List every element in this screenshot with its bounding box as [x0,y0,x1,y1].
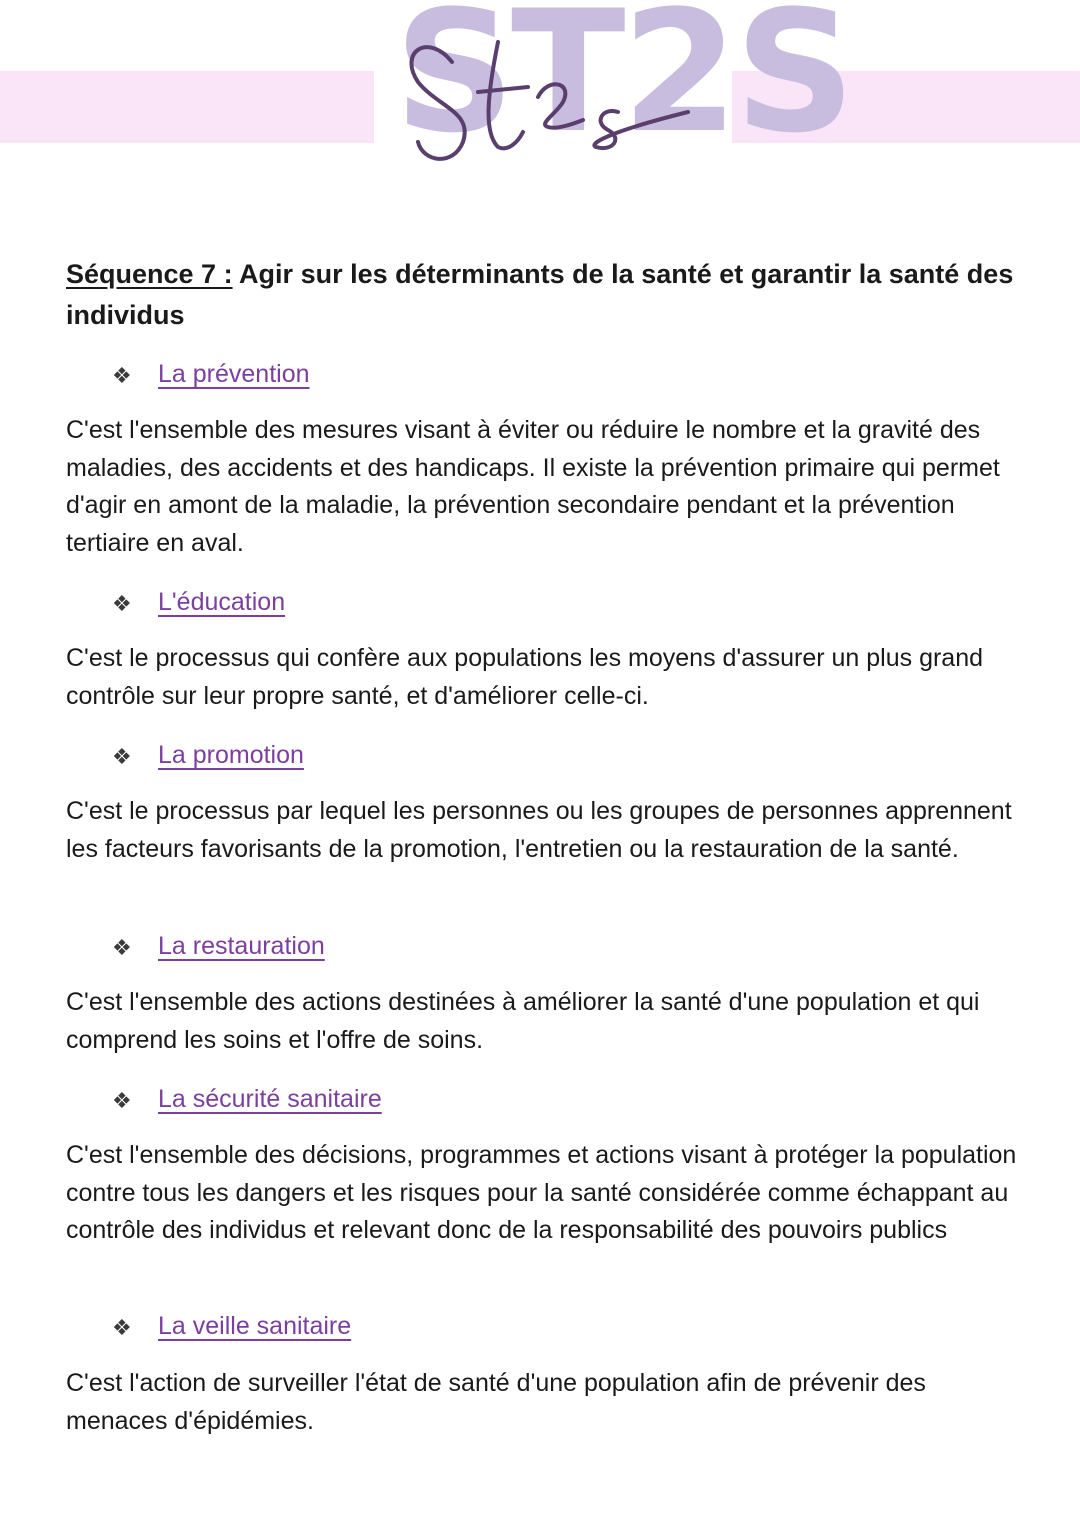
logo [388,0,852,178]
section-body: C'est l'ensemble des mesures visant à éviter ou réduire le nombre et la gravité des maladies, des accidents et des handicaps. Il existe la prévention primaire qui permet d'agir en amont de la maladie, la prévention secondaire pendant et la prévention tertiaire en aval. [66,416,1000,557]
page-title [66,254,1026,336]
logo-text: ST2S [394,0,852,170]
section-heading: ❖ L'éducation [112,588,286,616]
section-heading: ❖ La restauration [112,932,325,960]
diamond-bullet-icon: ❖ [112,1088,132,1113]
diamond-bullet-icon: ❖ [112,1315,132,1340]
section-body: C'est l'ensemble des décisions, programmes et actions visant à protéger la population contre tous les dangers et les risques pour la santé considérée comme échappant au contrôle des individus et relevant donc de la responsabilité des pouvoirs publics [66,1141,1017,1244]
section-heading: ❖ La veille sanitaire [112,1312,352,1340]
title-prefix: Séquence 7 : [66,259,233,289]
diamond-bullet-icon: ❖ [112,744,132,769]
section-body: C'est l'action de surveiller l'état de santé d'une population afin de prévenir des menaces d'épidémies. [66,1369,926,1435]
section-body: C'est le processus par lequel les personnes ou les groupes de personnes apprennent les facteurs favorisants de la promotion, l'entretien ou la restauration de la santé. [66,797,1012,863]
section-heading: ❖ La prévention [112,360,310,388]
diamond-bullet-icon: ❖ [112,591,132,616]
diamond-bullet-icon: ❖ [112,935,132,960]
section-heading: ❖ La promotion [112,741,304,769]
title-text: Agir sur les déterminants de la santé et garantir la santé des individus [66,259,1014,330]
section-body: C'est le processus qui confère aux populations les moyens d'assurer un plus grand contrôle sur leur propre santé, et d'améliorer celle-ci. [66,644,984,710]
diamond-bullet-icon: ❖ [112,363,132,388]
header-band-left [0,71,374,143]
logo-script [388,2,728,178]
section-body: C'est l'ensemble des actions destinées à améliorer la santé d'une population et qui comprend les soins et l'offre de soins. [66,988,980,1054]
section-heading: ❖ La sécurité sanitaire [112,1085,382,1113]
